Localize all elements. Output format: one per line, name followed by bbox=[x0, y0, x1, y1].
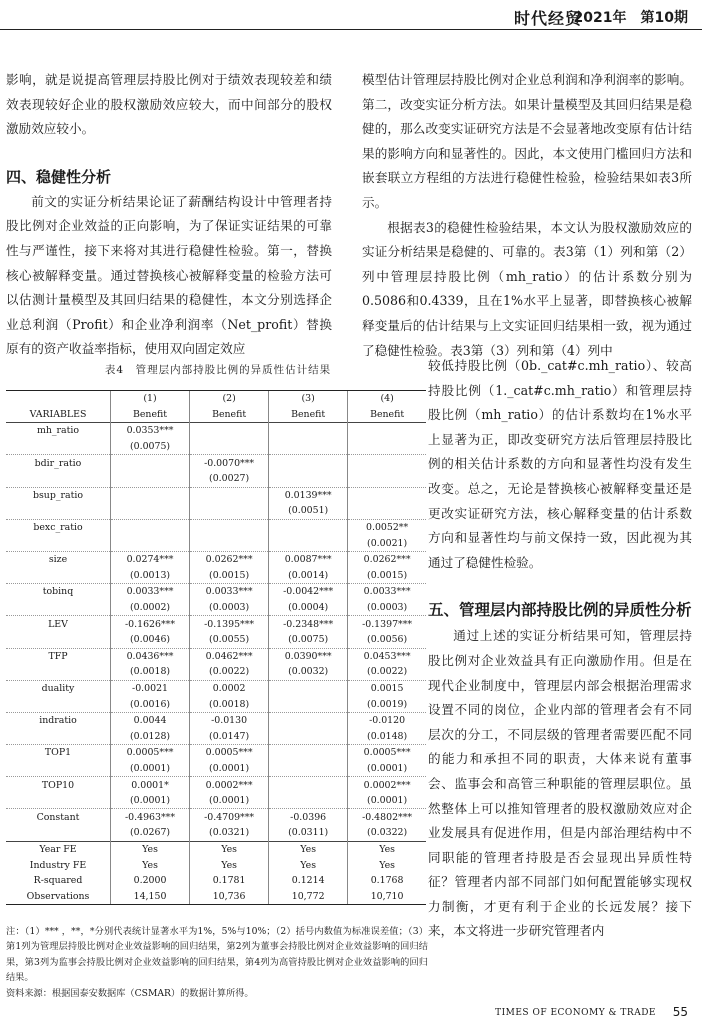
table-row bbox=[6, 616, 426, 632]
standard-error: (0.0001) bbox=[190, 793, 269, 809]
coefficient bbox=[190, 423, 269, 439]
coefficient: 0.0002 bbox=[190, 680, 269, 696]
variable-name: tobinq bbox=[42, 586, 74, 598]
table-row bbox=[6, 825, 426, 841]
column-number: (3) bbox=[269, 391, 348, 407]
stat-value: Yes bbox=[190, 857, 269, 873]
table-row bbox=[6, 632, 426, 648]
header-dependent: Benefit bbox=[269, 407, 348, 423]
paragraph: 影响，就是说提高管理层持股比例对于绩效表现较差和绩效表现较好企业的股权激励效应较大，而中间部分的股权激励效应较小。 bbox=[6, 72, 332, 137]
table-note bbox=[6, 924, 428, 1001]
stat-name: Year FE bbox=[6, 841, 111, 857]
coefficient: 0.0005*** bbox=[111, 745, 190, 761]
coefficient: 0.0033*** bbox=[111, 584, 190, 600]
standard-error: (0.0027) bbox=[190, 471, 269, 487]
coefficient: -0.0070*** bbox=[190, 455, 269, 471]
standard-error: (0.0148) bbox=[348, 728, 426, 744]
coefficient: 0.0262*** bbox=[190, 551, 269, 567]
left-column-text bbox=[6, 68, 332, 362]
variable-name: TOP1 bbox=[44, 747, 72, 759]
standard-error: (0.0021) bbox=[348, 535, 426, 551]
right-column-lower-text bbox=[428, 354, 692, 944]
standard-error: (0.0003) bbox=[348, 600, 426, 616]
standard-error bbox=[269, 471, 348, 487]
paragraph: 通过上述的实证分析结果可知，管理层持股比例对企业效益具有正向激励作用。但是在现代企业制度中，管理层内部会根据治理需求设置不同的岗位，企业内部的管理者会有不同层次的分工，不同层级的管理者需要匹配不同的能力和承担不同的职责，大体来说有董事会、监事会和高管三种职能的管理层职位。虽然整体上可以推知管理者的股权激励效应对企业发展具有促进作用，但是内部治理结构中不同职能的管理者持股是否会显现出异质性特征？管理者内部不同部门如何配置能够实现权力制衡，才更有利于企业的长远发展？接下来，本文将进一步研究管理者内 bbox=[428, 628, 692, 939]
standard-error bbox=[269, 761, 348, 777]
table-row bbox=[6, 873, 426, 889]
note-text: 注：（1）*** ，**，*分别代表统计显著水平为1%，5%与10%；（2）括号内数值为标准误差值；（3）第1列为管理层持股比例对企业效益影响的回归结果，第2列为董事会持股比例对企业效益影响的回归结果，第3列为监事会持股比例对企业效益影响的回归结果，第4列为高管持股比例对企业效益影响的回归结果。 bbox=[6, 926, 428, 984]
table-row bbox=[6, 551, 426, 567]
standard-error bbox=[111, 503, 190, 519]
table-row bbox=[6, 809, 426, 825]
table-row bbox=[6, 407, 426, 423]
blank-cell bbox=[6, 568, 111, 584]
coefficient: -0.0021 bbox=[111, 680, 190, 696]
coefficient: -0.2348*** bbox=[269, 616, 348, 632]
standard-error bbox=[269, 793, 348, 809]
stat-value: Yes bbox=[269, 841, 348, 857]
coefficient: -0.0120 bbox=[348, 712, 426, 728]
standard-error: (0.0022) bbox=[348, 664, 426, 680]
coefficient: 0.0436*** bbox=[111, 648, 190, 664]
coefficient bbox=[190, 519, 269, 535]
table-row bbox=[6, 728, 426, 744]
standard-error: (0.0147) bbox=[190, 728, 269, 744]
table-row bbox=[6, 648, 426, 664]
standard-error: (0.0019) bbox=[348, 696, 426, 712]
table-row bbox=[6, 503, 426, 519]
standard-error bbox=[111, 535, 190, 551]
table-row bbox=[6, 471, 426, 487]
blank-cell bbox=[6, 825, 111, 841]
standard-error: (0.0004) bbox=[269, 600, 348, 616]
coefficient: -0.0130 bbox=[190, 712, 269, 728]
table-row bbox=[6, 455, 426, 471]
coefficient: 0.0390*** bbox=[269, 648, 348, 664]
standard-error: (0.0075) bbox=[269, 632, 348, 648]
standard-error bbox=[269, 728, 348, 744]
standard-error: (0.0128) bbox=[111, 728, 190, 744]
table-row bbox=[6, 391, 426, 407]
standard-error: (0.0056) bbox=[348, 632, 426, 648]
stat-name: Industry FE bbox=[29, 859, 87, 871]
coefficient: 0.0005*** bbox=[190, 745, 269, 761]
page-header bbox=[0, 0, 702, 30]
blank-cell bbox=[6, 503, 111, 519]
section-heading-4: 四、稳健性分析 bbox=[6, 167, 112, 186]
blank-cell bbox=[6, 600, 111, 616]
coefficient: 0.0033*** bbox=[190, 584, 269, 600]
standard-error bbox=[190, 503, 269, 519]
paragraph: 较低持股比例（0b._cat#c.mh_ratio）、较高持股比例（1._cat#c.mh_ratio）和管理层持股比例（mh_ratio）的估计系数均在1%水平上显著为正，即改变研究方法后管理层持股比例的相关估计系数的方向和显著性均没有发生改变。总之，无论是替换核心被解释变量还是更改实证研究方法，核心解释变量的估计系数方向和显著性均与前文保持一致，因此视为其通过了稳健性检验。 bbox=[428, 358, 692, 570]
footer-brand: TIMES OF ECONOMY & TRADE bbox=[495, 1008, 656, 1018]
variable-name: duality bbox=[41, 682, 75, 694]
header-dependent: Benefit bbox=[190, 407, 269, 423]
coefficient bbox=[269, 745, 348, 761]
coefficient bbox=[269, 423, 348, 439]
variable-name: LEV bbox=[48, 618, 68, 630]
stat-value: Yes bbox=[190, 841, 269, 857]
coefficient bbox=[190, 487, 269, 503]
standard-error: (0.0046) bbox=[111, 632, 190, 648]
coefficient: 0.0453*** bbox=[348, 648, 426, 664]
table-row bbox=[6, 857, 426, 873]
table-row bbox=[6, 423, 426, 439]
standard-error: (0.0075) bbox=[111, 439, 190, 455]
standard-error bbox=[269, 439, 348, 455]
page-number: 55 bbox=[672, 1005, 688, 1019]
stat-value: 14,150 bbox=[111, 888, 190, 904]
standard-error: (0.0032) bbox=[269, 664, 348, 680]
coefficient bbox=[348, 423, 426, 439]
coefficient: 0.0262*** bbox=[348, 551, 426, 567]
blank-cell bbox=[6, 728, 111, 744]
table-header-blank bbox=[6, 391, 111, 407]
coefficient bbox=[269, 712, 348, 728]
header-rule bbox=[0, 29, 702, 30]
blank-cell bbox=[6, 439, 111, 455]
table-row bbox=[6, 519, 426, 535]
table-row bbox=[6, 712, 426, 728]
standard-error: (0.0001) bbox=[190, 761, 269, 777]
stat-value: Yes bbox=[111, 857, 190, 873]
table-row bbox=[6, 793, 426, 809]
coefficient: -0.4802*** bbox=[348, 809, 426, 825]
coefficient: 0.0052** bbox=[348, 519, 426, 535]
column-number: (1) bbox=[111, 391, 190, 407]
journal-title: 时代经贸 bbox=[513, 9, 582, 28]
coefficient bbox=[348, 487, 426, 503]
coefficient: 0.0015 bbox=[348, 680, 426, 696]
stat-value: Yes bbox=[348, 841, 426, 857]
standard-error: (0.0001) bbox=[348, 761, 426, 777]
paragraph: 前文的实证分析结果论证了薪酬结构设计中管理者持股比例对企业效益的正向影响，为了保证实证结果的可靠性与严谨性，接下来将对其进行稳健性检验。第一，替换核心被解释变量。通过替换核心被解释变量的检验方法可以估测计量模型及其回归结果的稳健性，本文分别选择企业总利润（Profit）和企业净利润率（Net_profit）替换原有的资产收益率指标，使用双向固定效应 bbox=[6, 193, 332, 357]
variable-name: Constant bbox=[36, 811, 80, 823]
standard-error bbox=[269, 696, 348, 712]
table-row bbox=[6, 600, 426, 616]
coefficient bbox=[111, 519, 190, 535]
variable-name: size bbox=[48, 554, 68, 566]
coefficient bbox=[348, 455, 426, 471]
blank-cell bbox=[6, 696, 111, 712]
stat-value: 10,772 bbox=[269, 888, 348, 904]
variable-name: bexc_ratio bbox=[33, 522, 83, 534]
issue-label: 2021年 第10期 bbox=[573, 10, 688, 26]
standard-error: (0.0014) bbox=[269, 568, 348, 584]
table-row bbox=[6, 841, 426, 857]
coefficient bbox=[269, 455, 348, 471]
table-row bbox=[6, 761, 426, 777]
coefficient: -0.4709*** bbox=[190, 809, 269, 825]
coefficient: 0.0462*** bbox=[190, 648, 269, 664]
variable-name: TFP bbox=[48, 650, 68, 662]
variable-name: bsup_ratio bbox=[32, 489, 84, 501]
table-row bbox=[6, 888, 426, 904]
standard-error bbox=[190, 535, 269, 551]
blank-cell bbox=[6, 761, 111, 777]
table-row bbox=[6, 777, 426, 793]
coefficient bbox=[111, 487, 190, 503]
table-row bbox=[6, 680, 426, 696]
coefficient: -0.1626*** bbox=[111, 616, 190, 632]
coefficient: 0.0033*** bbox=[348, 584, 426, 600]
table-row bbox=[6, 584, 426, 600]
stat-value: Yes bbox=[111, 841, 190, 857]
table-row bbox=[6, 487, 426, 503]
standard-error: (0.0013) bbox=[111, 568, 190, 584]
stat-value: 10,710 bbox=[348, 888, 426, 904]
standard-error bbox=[348, 471, 426, 487]
section-heading-5: 五、管理层内部持股比例的异质性分析 bbox=[428, 601, 692, 620]
standard-error: (0.0003) bbox=[190, 600, 269, 616]
results-table bbox=[6, 390, 426, 905]
coefficient bbox=[111, 455, 190, 471]
column-number: (4) bbox=[348, 391, 426, 407]
right-column-text bbox=[362, 68, 692, 363]
table-row bbox=[6, 439, 426, 455]
blank-cell bbox=[6, 632, 111, 648]
variable-name: indratio bbox=[39, 715, 77, 727]
blank-cell bbox=[6, 471, 111, 487]
standard-error: (0.0001) bbox=[111, 793, 190, 809]
stat-value: 0.1768 bbox=[348, 873, 426, 889]
coefficient bbox=[269, 519, 348, 535]
stat-name: R-squared bbox=[33, 875, 83, 887]
standard-error bbox=[348, 503, 426, 519]
standard-error bbox=[269, 535, 348, 551]
table-row bbox=[6, 696, 426, 712]
standard-error: (0.0018) bbox=[111, 664, 190, 680]
table-caption: 表4 管理层内部持股比例的异质性估计结果 bbox=[104, 364, 332, 376]
coefficient: -0.1395*** bbox=[190, 616, 269, 632]
stat-value: 10,736 bbox=[190, 888, 269, 904]
standard-error: (0.0311) bbox=[269, 825, 348, 841]
standard-error: (0.0018) bbox=[190, 696, 269, 712]
header-dependent: Benefit bbox=[348, 407, 426, 423]
table-row bbox=[6, 664, 426, 680]
coefficient: 0.0001* bbox=[111, 777, 190, 793]
coefficient: -0.0396 bbox=[269, 809, 348, 825]
coefficient bbox=[269, 777, 348, 793]
coefficient: 0.0274*** bbox=[111, 551, 190, 567]
coefficient: 0.0005*** bbox=[348, 745, 426, 761]
stat-name: Observations bbox=[6, 888, 111, 904]
coefficient: 0.0044 bbox=[111, 712, 190, 728]
standard-error: (0.0321) bbox=[190, 825, 269, 841]
coefficient: 0.0087*** bbox=[269, 551, 348, 567]
coefficient: -0.0042*** bbox=[269, 584, 348, 600]
column-number: (2) bbox=[190, 391, 269, 407]
standard-error: (0.0002) bbox=[111, 600, 190, 616]
stat-value: 0.1214 bbox=[269, 873, 348, 889]
stat-value: Yes bbox=[348, 857, 426, 873]
variable-name: TOP10 bbox=[41, 779, 75, 791]
source-text: 资料来源：根据国泰安数据库（CSMAR）的数据计算所得。 bbox=[6, 987, 254, 999]
blank-cell bbox=[6, 535, 111, 551]
variable-name: mh_ratio bbox=[6, 423, 111, 439]
stat-value: 0.2000 bbox=[111, 873, 190, 889]
standard-error: (0.0001) bbox=[348, 793, 426, 809]
standard-error: (0.0016) bbox=[111, 696, 190, 712]
blank-cell bbox=[6, 664, 111, 680]
header-dependent: Benefit bbox=[111, 407, 190, 423]
blank-cell bbox=[6, 793, 111, 809]
table-row bbox=[6, 745, 426, 761]
standard-error bbox=[190, 439, 269, 455]
standard-error: (0.0267) bbox=[111, 825, 190, 841]
standard-error: (0.0015) bbox=[190, 568, 269, 584]
standard-error: (0.0322) bbox=[348, 825, 426, 841]
standard-error bbox=[111, 471, 190, 487]
paragraph: 根据表3的稳健性检验结果，本文认为股权激励效应的实证分析结果是稳健的、可靠的。表3第（1）列和第（2）列中管理层持股比例（mh_ratio）的估计系数分别为0.5086和0.4339，且在1%水平上显著，即替换核心被解释变量后的估计结果与上文实证回归结果相一致，视为通过了稳健性检验。表3第（3）列和第（4）列中 bbox=[362, 219, 692, 358]
page-footer bbox=[0, 1004, 702, 1024]
coefficient: -0.1397*** bbox=[348, 616, 426, 632]
table-row bbox=[6, 535, 426, 551]
standard-error: (0.0055) bbox=[190, 632, 269, 648]
paragraph: 模型估计管理层持股比例对企业总利润和净利润率的影响。第二，改变实证分析方法。如果计量模型及其回归结果是稳健的，那么改变实证研究方法是不会显著地改变原有估计结果的影响方向和显著性的。因此，本文使用门槛回归方法和嵌套联立方程组的方法进行稳健性检验，检验结果如表3所示。 bbox=[362, 72, 692, 210]
coefficient: 0.0002*** bbox=[190, 777, 269, 793]
coefficient: 0.0139*** bbox=[269, 487, 348, 503]
standard-error: (0.0022) bbox=[190, 664, 269, 680]
table-row bbox=[6, 568, 426, 584]
standard-error bbox=[348, 439, 426, 455]
header-variables: VARIABLES bbox=[29, 408, 87, 420]
variable-name: bdir_ratio bbox=[34, 457, 82, 469]
coefficient bbox=[269, 680, 348, 696]
coefficient: 0.0353*** bbox=[111, 423, 190, 439]
coefficient: -0.4963*** bbox=[111, 809, 190, 825]
coefficient: 0.0002*** bbox=[348, 777, 426, 793]
standard-error: (0.0015) bbox=[348, 568, 426, 584]
standard-error: (0.0051) bbox=[269, 503, 348, 519]
standard-error: (0.0001) bbox=[111, 761, 190, 777]
stat-value: 0.1781 bbox=[190, 873, 269, 889]
stat-value: Yes bbox=[269, 857, 348, 873]
